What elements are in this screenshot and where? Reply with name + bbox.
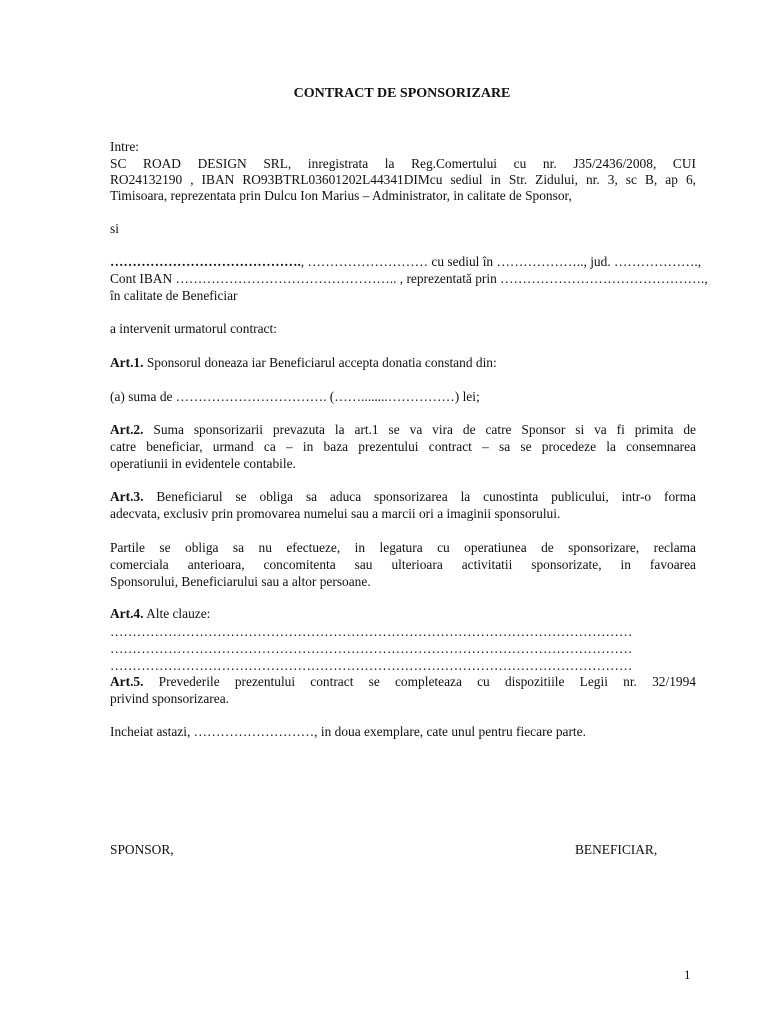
art5-line-1: Art.5. Prevederile prezentului contract se completeaza cu dispozitiile Legii nr. 32/1994 xyxy=(110,674,696,689)
beneficiary-line-3: în calitate de Beneficiar xyxy=(110,288,238,303)
beneficiary-line-2: Cont IBAN ………………………………………….. , reprezentată prin ………………………………………., xyxy=(110,271,708,286)
art5-label: Art.5. xyxy=(110,674,144,689)
art4-dots-3: ……………………………………………………………………………………………………… xyxy=(110,658,633,673)
art4-text: Alte clauze: xyxy=(143,606,211,621)
incheiat-line: Incheiat astazi, ………………………, in doua exemplare, cate unul pentru fiecare parte. xyxy=(110,724,586,739)
art4-paragraph xyxy=(110,606,210,622)
art2-label: Art.2. xyxy=(110,422,144,437)
art4-label: Art.4. xyxy=(110,606,144,621)
intro-line-2: RO24132190 , IBAN RO93BTRL03601202L44341DIMcu sediul in Str. Zidului, nr. 3, sc B, ap 6, xyxy=(110,172,696,187)
art3-line-1: Art.3. Beneficiarul se obliga sa aduca sponsorizarea la cunostinta publicului, intr-o forma xyxy=(110,489,696,504)
suma-line: (a) suma de ……………………………. (……........……………) lei; xyxy=(110,389,480,404)
art3-line-2: adecvata, exclusiv prin promovarea numelui sau a marcii ori a imaginii sponsorului. xyxy=(110,506,561,521)
beneficiary-name-placeholder: ……………………………………. xyxy=(110,254,301,269)
art4-dots-2: ……………………………………………………………………………………………………… xyxy=(110,641,633,656)
contract-title: CONTRACT DE SPONSORIZARE xyxy=(293,86,511,101)
si-text: si xyxy=(110,221,119,236)
art1-paragraph xyxy=(110,355,497,371)
art1-label: Art.1. xyxy=(110,355,144,370)
beneficiar-signature-label: BENEFICIAR, xyxy=(575,842,658,857)
intro-line-3: Timisoara, reprezentata prin Dulcu Ion Marius – Administrator, in calitate de Sponsor, xyxy=(110,188,572,203)
intervenit-text: a intervenit urmatorul contract: xyxy=(110,321,277,336)
partile-line-2: comerciala anterioara, concomitenta sau ulterioara activitatii sponsorizate, in favoarea xyxy=(110,557,696,572)
art2-line-3: operatiunii in evidentele contabile. xyxy=(110,456,296,471)
art1-text: Sponsorul doneaza iar Beneficiarul accepta donatia constand din: xyxy=(143,355,497,370)
art5-line-2: privind sponsorizarea. xyxy=(110,691,229,706)
art3-label: Art.3. xyxy=(110,489,144,504)
beneficiary-line-1 xyxy=(110,254,701,270)
art2-line-1: Art.2. Suma sponsorizarii prevazuta la art.1 se va vira de catre Sponsor si va fi primita de xyxy=(110,422,696,437)
intro-line-1: SC ROAD DESIGN SRL, inregistrata la Reg.Comertului cu nr. J35/2436/2008, CUI xyxy=(110,156,696,171)
art2-line-2: catre beneficiar, urmand ca – in baza prezentului contract – sa se procedeze la consemnarea xyxy=(110,439,696,454)
partile-line-3: Sponsorului, Beneficiarului sau a altor persoane. xyxy=(110,574,371,589)
sponsor-signature-label: SPONSOR, xyxy=(110,842,174,857)
beneficiary-line-1-rest: , ……………………… cu sediul în ……………….., jud. ………………., xyxy=(300,254,702,269)
partile-line-1: Partile se obliga sa nu efectueze, in legatura cu operatiunea de sponsorizare, reclama xyxy=(110,540,696,555)
art4-dots-1: ……………………………………………………………………………………………………… xyxy=(110,624,633,639)
page-number: 1 xyxy=(684,967,691,982)
intro-label: Intre: xyxy=(110,139,139,154)
